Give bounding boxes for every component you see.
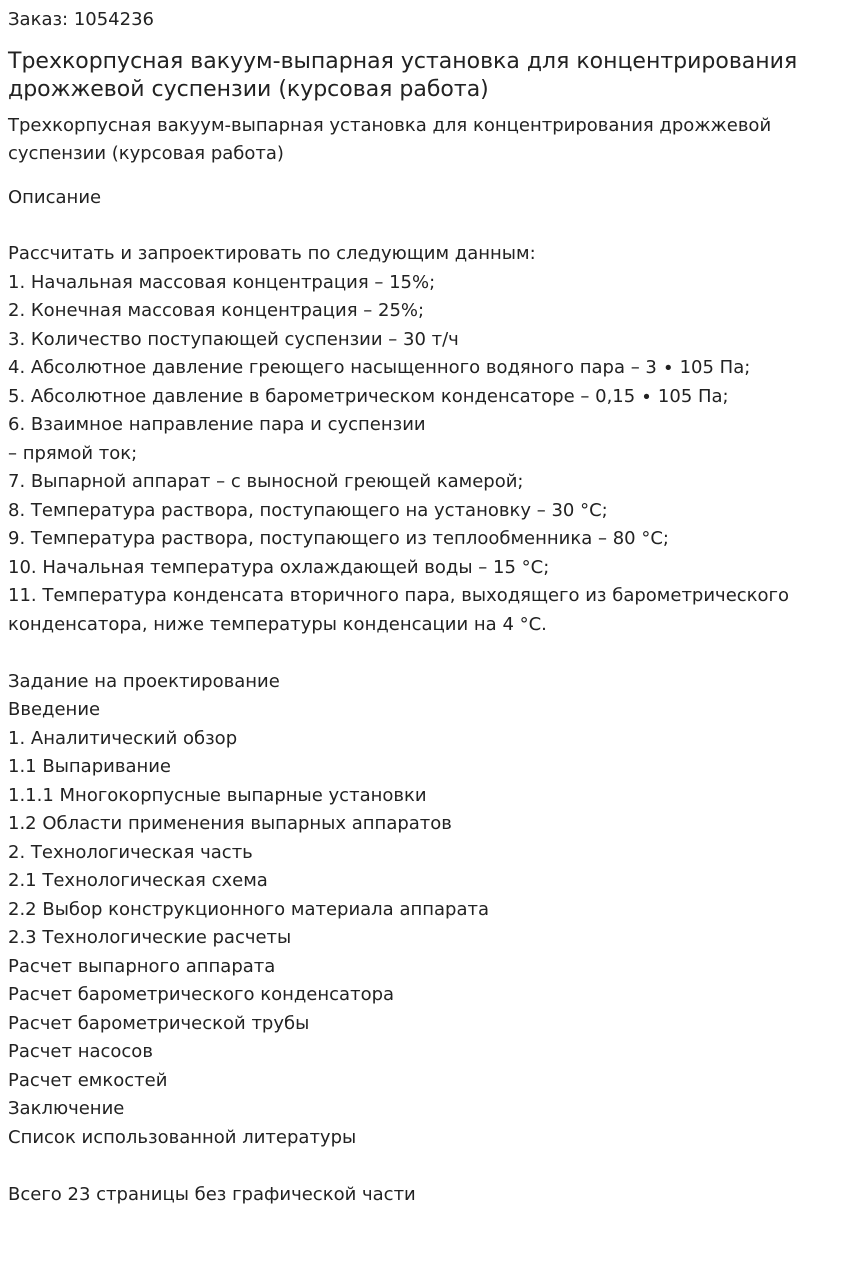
description-line: 3. Количество поступающей суспензии – 30 т/ч xyxy=(8,328,459,350)
description-line: Заключение xyxy=(8,1098,125,1119)
order-number: Заказ: 1054236 xyxy=(8,9,154,30)
description-line: 2. Технологическая часть xyxy=(8,841,253,863)
description-line: Введение xyxy=(8,699,101,720)
description-line: 1.1 Выпаривание xyxy=(8,756,172,777)
description-line: 1.1.1 Многокорпусные выпарные установки xyxy=(8,784,427,806)
description-line: 2.2 Выбор конструкционного материала аппарата xyxy=(8,898,490,920)
description-line: Список использованной литературы xyxy=(8,1126,357,1148)
description-line: 7. Выпарной аппарат – с выносной греющей камерой; xyxy=(8,471,524,492)
blank-line xyxy=(8,639,839,668)
description-line: 2. Конечная массовая концентрация – 25%; xyxy=(8,300,425,321)
description-body xyxy=(8,240,839,1209)
description-line: 8. Температура раствора, поступающего на установку – 30 °С; xyxy=(8,499,608,521)
description-line: 9. Температура раствора, поступающего из теплообменника – 80 °С; xyxy=(8,528,669,549)
description-line: 10. Начальная температура охлаждающей воды – 15 °С; xyxy=(8,556,550,578)
description-line: Расчет барометрического конденсатора xyxy=(8,984,395,1005)
description-line: Задание на проектирование xyxy=(8,670,280,692)
description-line: 1.2 Области применения выпарных аппаратов xyxy=(8,813,452,834)
description-line: Расчет насосов xyxy=(8,1041,153,1062)
page-title: Трехкорпусная вакуум-выпарная установка для концентрирования дрожжевой суспензии (курсовая работа) xyxy=(8,49,798,102)
description-line: Рассчитать и запроектировать по следующим данным: xyxy=(8,243,536,264)
description-line: Расчет выпарного аппарата xyxy=(8,955,276,977)
description-line: 4. Абсолютное давление греющего насыщенного водяного пара – 3 ∙ 105 Па; xyxy=(8,357,751,378)
description-line: Расчет барометрической трубы xyxy=(8,1012,310,1034)
page-subtitle: Трехкорпусная вакуум-выпарная установка для концентрирования дрожжевой суспензии (курсовая работа) xyxy=(8,115,772,164)
description-line: 2.1 Технологическая схема xyxy=(8,870,268,891)
description-line: Всего 23 страницы без графической части xyxy=(8,1183,416,1205)
description-line: 5. Абсолютное давление в барометрическом конденсаторе – 0,15 ∙ 105 Па; xyxy=(8,385,729,407)
description-line: 11. Температура конденсата вторичного пара, выходящего из барометрического конденсатора, ниже температуры конденсации на 4 °С. xyxy=(8,585,790,635)
description-line: 1. Начальная массовая концентрация – 15%; xyxy=(8,271,436,293)
blank-line xyxy=(8,1152,839,1181)
description-line: 2.3 Технологические расчеты xyxy=(8,927,292,948)
description-line: – прямой ток; xyxy=(8,442,138,464)
description-line: 6. Взаимное направление пара и суспензии xyxy=(8,414,426,435)
description-line: Расчет емкостей xyxy=(8,1069,168,1091)
description-heading: Описание xyxy=(8,187,102,208)
description-line: 1. Аналитический обзор xyxy=(8,727,238,749)
